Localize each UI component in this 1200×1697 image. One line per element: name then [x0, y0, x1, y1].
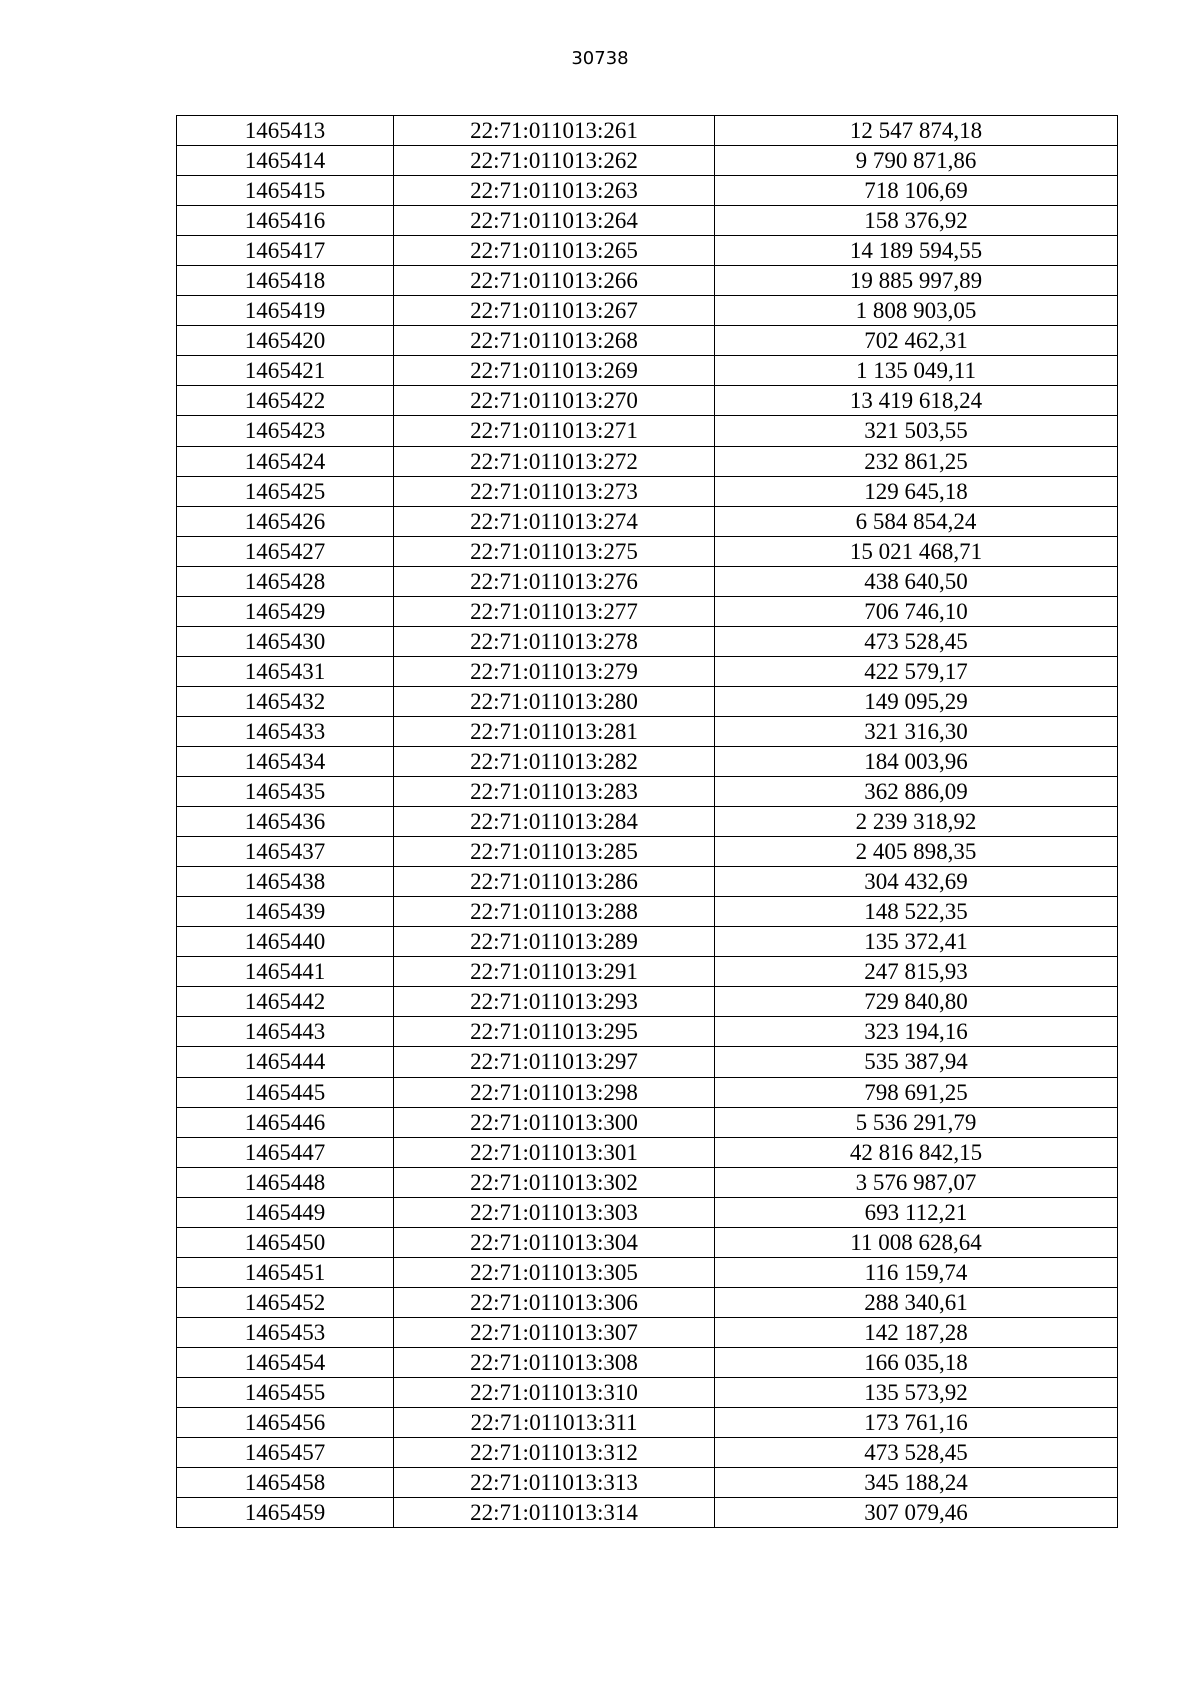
- table-row: [177, 777, 1118, 807]
- table-row: [177, 957, 1118, 987]
- table-body: [177, 116, 1118, 1528]
- table-row: [177, 1377, 1118, 1407]
- value-cell: 307 079,46: [715, 1498, 1118, 1528]
- record-number-cell: 1465453: [177, 1317, 394, 1347]
- cadastral-number-cell: 22:71:011013:285: [394, 837, 715, 867]
- value-cell: 729 840,80: [715, 987, 1118, 1017]
- value-cell: 142 187,28: [715, 1317, 1118, 1347]
- cadastral-number-cell: 22:71:011013:302: [394, 1167, 715, 1197]
- value-cell: 718 106,69: [715, 176, 1118, 206]
- table-row: [177, 1347, 1118, 1377]
- cadastral-number-cell: 22:71:011013:288: [394, 897, 715, 927]
- cadastral-number-cell: 22:71:011013:261: [394, 116, 715, 146]
- table-row: [177, 1438, 1118, 1468]
- record-number-cell: 1465449: [177, 1197, 394, 1227]
- table-row: [177, 596, 1118, 626]
- record-number-cell: 1465457: [177, 1438, 394, 1468]
- record-number-cell: 1465419: [177, 296, 394, 326]
- value-cell: 14 189 594,55: [715, 236, 1118, 266]
- table-row: [177, 416, 1118, 446]
- value-cell: 135 573,92: [715, 1377, 1118, 1407]
- record-number-cell: 1465454: [177, 1347, 394, 1377]
- record-number-cell: 1465418: [177, 266, 394, 296]
- table-row: [177, 1137, 1118, 1167]
- value-cell: 15 021 468,71: [715, 536, 1118, 566]
- table-row: [177, 506, 1118, 536]
- cadastral-number-cell: 22:71:011013:272: [394, 446, 715, 476]
- table-row: [177, 867, 1118, 897]
- cadastral-number-cell: 22:71:011013:281: [394, 716, 715, 746]
- value-cell: 5 536 291,79: [715, 1107, 1118, 1137]
- cadastral-number-cell: 22:71:011013:274: [394, 506, 715, 536]
- value-cell: 9 790 871,86: [715, 146, 1118, 176]
- cadastral-number-cell: 22:71:011013:276: [394, 566, 715, 596]
- value-cell: 13 419 618,24: [715, 386, 1118, 416]
- table-row: [177, 326, 1118, 356]
- cadastral-number-cell: 22:71:011013:307: [394, 1317, 715, 1347]
- table-row: [177, 1077, 1118, 1107]
- value-cell: 422 579,17: [715, 656, 1118, 686]
- record-number-cell: 1465456: [177, 1408, 394, 1438]
- value-cell: 42 816 842,15: [715, 1137, 1118, 1167]
- record-number-cell: 1465445: [177, 1077, 394, 1107]
- cadastral-number-cell: 22:71:011013:264: [394, 206, 715, 236]
- table-row: [177, 236, 1118, 266]
- value-cell: 535 387,94: [715, 1047, 1118, 1077]
- table-row: [177, 807, 1118, 837]
- record-number-cell: 1465442: [177, 987, 394, 1017]
- value-cell: 173 761,16: [715, 1408, 1118, 1438]
- value-cell: 288 340,61: [715, 1287, 1118, 1317]
- cadastral-number-cell: 22:71:011013:270: [394, 386, 715, 416]
- data-table: [176, 115, 1118, 1528]
- value-cell: 19 885 997,89: [715, 266, 1118, 296]
- cadastral-number-cell: 22:71:011013:283: [394, 777, 715, 807]
- cadastral-number-cell: 22:71:011013:280: [394, 686, 715, 716]
- record-number-cell: 1465459: [177, 1498, 394, 1528]
- cadastral-number-cell: 22:71:011013:310: [394, 1377, 715, 1407]
- table-row: [177, 686, 1118, 716]
- value-cell: 2 239 318,92: [715, 807, 1118, 837]
- table-row: [177, 1408, 1118, 1438]
- record-number-cell: 1465438: [177, 867, 394, 897]
- value-cell: 304 432,69: [715, 867, 1118, 897]
- record-number-cell: 1465425: [177, 476, 394, 506]
- cadastral-number-cell: 22:71:011013:314: [394, 1498, 715, 1528]
- table-row: [177, 987, 1118, 1017]
- value-cell: 1 808 903,05: [715, 296, 1118, 326]
- cadastral-number-cell: 22:71:011013:284: [394, 807, 715, 837]
- value-cell: 321 316,30: [715, 716, 1118, 746]
- cadastral-number-cell: 22:71:011013:275: [394, 536, 715, 566]
- record-number-cell: 1465458: [177, 1468, 394, 1498]
- table-row: [177, 1287, 1118, 1317]
- cadastral-number-cell: 22:71:011013:295: [394, 1017, 715, 1047]
- cadastral-number-cell: 22:71:011013:286: [394, 867, 715, 897]
- cadastral-number-cell: 22:71:011013:266: [394, 266, 715, 296]
- value-cell: 135 372,41: [715, 927, 1118, 957]
- value-cell: 345 188,24: [715, 1468, 1118, 1498]
- record-number-cell: 1465422: [177, 386, 394, 416]
- table-row: [177, 446, 1118, 476]
- record-number-cell: 1465436: [177, 807, 394, 837]
- record-number-cell: 1465430: [177, 626, 394, 656]
- record-number-cell: 1465444: [177, 1047, 394, 1077]
- cadastral-number-cell: 22:71:011013:304: [394, 1227, 715, 1257]
- value-cell: 232 861,25: [715, 446, 1118, 476]
- table-row: [177, 176, 1118, 206]
- value-cell: 321 503,55: [715, 416, 1118, 446]
- cadastral-number-cell: 22:71:011013:271: [394, 416, 715, 446]
- record-number-cell: 1465439: [177, 897, 394, 927]
- record-number-cell: 1465446: [177, 1107, 394, 1137]
- record-number-cell: 1465428: [177, 566, 394, 596]
- value-cell: 148 522,35: [715, 897, 1118, 927]
- table-row: [177, 1167, 1118, 1197]
- cadastral-number-cell: 22:71:011013:263: [394, 176, 715, 206]
- cadastral-number-cell: 22:71:011013:277: [394, 596, 715, 626]
- cadastral-number-cell: 22:71:011013:301: [394, 1137, 715, 1167]
- record-number-cell: 1465426: [177, 506, 394, 536]
- value-cell: 3 576 987,07: [715, 1167, 1118, 1197]
- cadastral-number-cell: 22:71:011013:278: [394, 626, 715, 656]
- cadastral-number-cell: 22:71:011013:262: [394, 146, 715, 176]
- cadastral-number-cell: 22:71:011013:268: [394, 326, 715, 356]
- cadastral-number-cell: 22:71:011013:305: [394, 1257, 715, 1287]
- record-number-cell: 1465429: [177, 596, 394, 626]
- table-row: [177, 746, 1118, 776]
- record-number-cell: 1465427: [177, 536, 394, 566]
- value-cell: 149 095,29: [715, 686, 1118, 716]
- table-row: [177, 837, 1118, 867]
- table-row: [177, 1498, 1118, 1528]
- table-row: [177, 1257, 1118, 1287]
- table-row: [177, 386, 1118, 416]
- cadastral-number-cell: 22:71:011013:291: [394, 957, 715, 987]
- table-row: [177, 656, 1118, 686]
- table-row: [177, 206, 1118, 236]
- value-cell: 158 376,92: [715, 206, 1118, 236]
- record-number-cell: 1465448: [177, 1167, 394, 1197]
- record-number-cell: 1465435: [177, 777, 394, 807]
- cadastral-number-cell: 22:71:011013:300: [394, 1107, 715, 1137]
- table-row: [177, 1227, 1118, 1257]
- value-cell: 6 584 854,24: [715, 506, 1118, 536]
- record-number-cell: 1465421: [177, 356, 394, 386]
- record-number-cell: 1465424: [177, 446, 394, 476]
- value-cell: 116 159,74: [715, 1257, 1118, 1287]
- cadastral-number-cell: 22:71:011013:313: [394, 1468, 715, 1498]
- table-row: [177, 566, 1118, 596]
- table-row: [177, 536, 1118, 566]
- value-cell: 473 528,45: [715, 626, 1118, 656]
- record-number-cell: 1465443: [177, 1017, 394, 1047]
- value-cell: 323 194,16: [715, 1017, 1118, 1047]
- record-number-cell: 1465447: [177, 1137, 394, 1167]
- value-cell: 702 462,31: [715, 326, 1118, 356]
- cadastral-number-cell: 22:71:011013:282: [394, 746, 715, 776]
- record-number-cell: 1465440: [177, 927, 394, 957]
- cadastral-number-cell: 22:71:011013:293: [394, 987, 715, 1017]
- cadastral-number-cell: 22:71:011013:273: [394, 476, 715, 506]
- record-number-cell: 1465437: [177, 837, 394, 867]
- value-cell: 1 135 049,11: [715, 356, 1118, 386]
- table-row: [177, 897, 1118, 927]
- table-row: [177, 1468, 1118, 1498]
- cadastral-number-cell: 22:71:011013:279: [394, 656, 715, 686]
- cadastral-number-cell: 22:71:011013:269: [394, 356, 715, 386]
- record-number-cell: 1465414: [177, 146, 394, 176]
- value-cell: 12 547 874,18: [715, 116, 1118, 146]
- record-number-cell: 1465413: [177, 116, 394, 146]
- record-number-cell: 1465432: [177, 686, 394, 716]
- table-row: [177, 716, 1118, 746]
- table-row: [177, 626, 1118, 656]
- record-number-cell: 1465433: [177, 716, 394, 746]
- value-cell: 11 008 628,64: [715, 1227, 1118, 1257]
- record-number-cell: 1465441: [177, 957, 394, 987]
- table-row: [177, 356, 1118, 386]
- value-cell: 693 112,21: [715, 1197, 1118, 1227]
- record-number-cell: 1465416: [177, 206, 394, 236]
- table-row: [177, 1047, 1118, 1077]
- value-cell: 473 528,45: [715, 1438, 1118, 1468]
- cadastral-number-cell: 22:71:011013:308: [394, 1347, 715, 1377]
- record-number-cell: 1465431: [177, 656, 394, 686]
- table-row: [177, 296, 1118, 326]
- table-row: [177, 927, 1118, 957]
- table-row: [177, 116, 1118, 146]
- record-number-cell: 1465415: [177, 176, 394, 206]
- table-row: [177, 1317, 1118, 1347]
- table-row: [177, 476, 1118, 506]
- record-number-cell: 1465451: [177, 1257, 394, 1287]
- record-number-cell: 1465455: [177, 1377, 394, 1407]
- cadastral-number-cell: 22:71:011013:267: [394, 296, 715, 326]
- value-cell: 166 035,18: [715, 1347, 1118, 1377]
- value-cell: 247 815,93: [715, 957, 1118, 987]
- cadastral-number-cell: 22:71:011013:303: [394, 1197, 715, 1227]
- record-number-cell: 1465420: [177, 326, 394, 356]
- table-row: [177, 266, 1118, 296]
- value-cell: 438 640,50: [715, 566, 1118, 596]
- page-number: 30738: [571, 48, 629, 69]
- value-cell: 706 746,10: [715, 596, 1118, 626]
- table-row: [177, 1197, 1118, 1227]
- table-row: [177, 1017, 1118, 1047]
- value-cell: 2 405 898,35: [715, 837, 1118, 867]
- record-number-cell: 1465452: [177, 1287, 394, 1317]
- record-number-cell: 1465423: [177, 416, 394, 446]
- cadastral-number-cell: 22:71:011013:298: [394, 1077, 715, 1107]
- table-row: [177, 146, 1118, 176]
- cadastral-number-cell: 22:71:011013:306: [394, 1287, 715, 1317]
- value-cell: 184 003,96: [715, 746, 1118, 776]
- table-row: [177, 1107, 1118, 1137]
- cadastral-number-cell: 22:71:011013:289: [394, 927, 715, 957]
- record-number-cell: 1465417: [177, 236, 394, 266]
- value-cell: 798 691,25: [715, 1077, 1118, 1107]
- cadastral-number-cell: 22:71:011013:311: [394, 1408, 715, 1438]
- cadastral-number-cell: 22:71:011013:312: [394, 1438, 715, 1468]
- value-cell: 362 886,09: [715, 777, 1118, 807]
- value-cell: 129 645,18: [715, 476, 1118, 506]
- record-number-cell: 1465434: [177, 746, 394, 776]
- cadastral-number-cell: 22:71:011013:265: [394, 236, 715, 266]
- cadastral-number-cell: 22:71:011013:297: [394, 1047, 715, 1077]
- record-number-cell: 1465450: [177, 1227, 394, 1257]
